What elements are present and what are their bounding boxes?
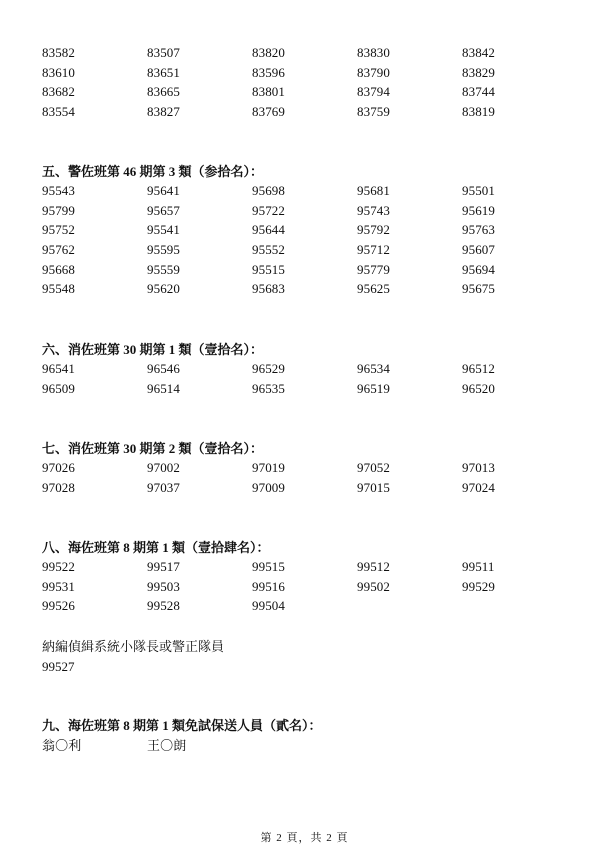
number-grid-continued: [42, 43, 582, 122]
candidate-number: 83554: [42, 104, 75, 120]
number-row: [42, 359, 582, 379]
candidate-number: 83794: [357, 84, 390, 100]
number-row: [42, 181, 582, 201]
candidate-number: 95681: [357, 183, 390, 198]
candidate-number: 83744: [462, 84, 495, 100]
section-8-number-grid: [42, 557, 582, 616]
candidate-number: 97002: [147, 460, 180, 475]
candidate-number: 83820: [252, 45, 285, 60]
candidate-number: 97024: [462, 479, 495, 495]
candidate-number: 95698: [252, 183, 285, 198]
candidate-number: 83842: [462, 45, 495, 60]
candidate-number: 83507: [147, 45, 180, 60]
candidate-number: 99503: [147, 578, 180, 594]
candidate-number: 99515: [252, 559, 285, 574]
candidate-number: 95644: [252, 222, 285, 238]
candidate-number: 83829: [462, 64, 495, 80]
candidate-number: 83651: [147, 64, 180, 80]
candidate-number: 99504: [252, 598, 285, 614]
candidate-number: 99517: [147, 559, 180, 574]
number-row: [42, 201, 582, 221]
candidate-number: 83582: [42, 45, 75, 60]
section-6-number-grid: [42, 359, 582, 398]
candidate-number: 99502: [357, 578, 390, 594]
candidate-number: 95559: [147, 261, 180, 277]
candidate-number: 96512: [462, 361, 495, 376]
candidate-number: 99522: [42, 559, 75, 574]
candidate-number: 95668: [42, 261, 75, 277]
candidate-number: 95607: [462, 242, 495, 258]
candidate-number: 95683: [252, 281, 285, 297]
candidate-number: 95763: [462, 222, 495, 238]
candidate-number: 95779: [357, 261, 390, 277]
section-7-heading: 七、消佐班第 30 期第 2 類（壹拾名）：: [42, 441, 264, 456]
number-row: [42, 458, 582, 478]
number-row: [42, 379, 582, 399]
candidate-number: 96514: [147, 380, 180, 396]
number-row: [42, 102, 582, 122]
candidate-number: 99511: [462, 559, 495, 574]
candidate-number: 95712: [357, 242, 390, 258]
candidate-number: 97028: [42, 479, 75, 495]
candidate-number: 96534: [357, 361, 390, 376]
section-6-heading: 六、消佐班第 30 期第 1 類（壹拾名）：: [42, 342, 264, 357]
number-row: [42, 43, 582, 63]
section-5-number-grid: [42, 181, 582, 299]
candidate-number: 83819: [462, 104, 495, 120]
candidate-number: 96519: [357, 380, 390, 396]
candidate-number: 96529: [252, 361, 285, 376]
candidate-number: 83596: [252, 64, 285, 80]
candidate-number: 97037: [147, 479, 180, 495]
candidate-number: 95752: [42, 222, 75, 238]
candidate-number: 96541: [42, 361, 75, 376]
candidate-number: 99512: [357, 559, 390, 574]
candidate-number: 99528: [147, 598, 180, 614]
candidate-number: 95543: [42, 183, 75, 198]
candidate-number: 95515: [252, 261, 285, 277]
candidate-number: 95792: [357, 222, 390, 238]
candidate-number: 83801: [252, 84, 285, 100]
candidate-number: 96546: [147, 361, 180, 376]
number-row: [42, 478, 582, 498]
candidate-number: 95743: [357, 202, 390, 218]
number-row: [42, 279, 582, 299]
section-8-note-number: 99527: [42, 659, 75, 674]
candidate-number: 96520: [462, 380, 495, 396]
candidate-number: 95694: [462, 261, 495, 277]
candidate-number: 83790: [357, 64, 390, 80]
number-row: [42, 240, 582, 260]
candidate-number: 99516: [252, 578, 285, 594]
candidate-number: 83830: [357, 45, 390, 60]
candidate-number: 95595: [147, 242, 180, 258]
name-entry: 王〇朗: [147, 738, 187, 753]
number-row: [42, 260, 582, 280]
candidate-number: 83759: [357, 104, 390, 120]
candidate-number: 83610: [42, 64, 75, 80]
candidate-number: 97009: [252, 479, 285, 495]
section-9-heading: 九、海佐班第 8 期第 1 類免試保送人員（貳名）：: [42, 718, 322, 733]
section-7-number-grid: [42, 458, 582, 497]
candidate-number: 97015: [357, 479, 390, 495]
candidate-number: 99531: [42, 578, 75, 594]
candidate-number: 97026: [42, 460, 75, 475]
number-row: [42, 557, 582, 577]
candidate-number: 95799: [42, 202, 75, 218]
section-9-name-list: [42, 736, 252, 755]
section-5-heading: 五、警佐班第 46 期第 3 類（参拾名）：: [42, 164, 264, 179]
candidate-number: 83769: [252, 104, 285, 120]
candidate-number: 83665: [147, 84, 180, 100]
candidate-number: 97052: [357, 460, 390, 475]
candidate-number: 95657: [147, 202, 180, 218]
candidate-number: 83682: [42, 84, 75, 100]
candidate-number: 99526: [42, 598, 75, 614]
candidate-number: 95541: [147, 222, 180, 238]
section-8-note: 納編偵緝系統小隊長或警正隊員: [42, 639, 225, 654]
candidate-number: 95625: [357, 281, 390, 297]
candidate-number: 95675: [462, 281, 495, 297]
number-row: [42, 596, 582, 616]
page-footer: 第 2 頁，共 2 頁: [260, 832, 349, 844]
name-entry: 翁〇利: [42, 738, 82, 753]
number-row: [42, 82, 582, 102]
number-row: [42, 577, 582, 597]
candidate-number: 95641: [147, 183, 180, 198]
candidate-number: 95762: [42, 242, 75, 258]
candidate-number: 95722: [252, 202, 285, 218]
candidate-number: 95619: [462, 202, 495, 218]
number-row: [42, 63, 582, 83]
candidate-number: 95552: [252, 242, 285, 258]
candidate-number: 96509: [42, 380, 75, 396]
candidate-number: 97019: [252, 460, 285, 475]
candidate-number: 95501: [462, 183, 495, 198]
candidate-number: 99529: [462, 578, 495, 594]
candidate-number: 97013: [462, 460, 495, 475]
number-row: [42, 220, 582, 240]
candidate-number: 96535: [252, 380, 285, 396]
candidate-number: 83827: [147, 104, 180, 120]
candidate-number: 95620: [147, 281, 180, 297]
section-8-heading: 八、海佐班第 8 期第 1 類（壹拾肆名）：: [42, 540, 270, 555]
candidate-number: 95548: [42, 281, 75, 297]
